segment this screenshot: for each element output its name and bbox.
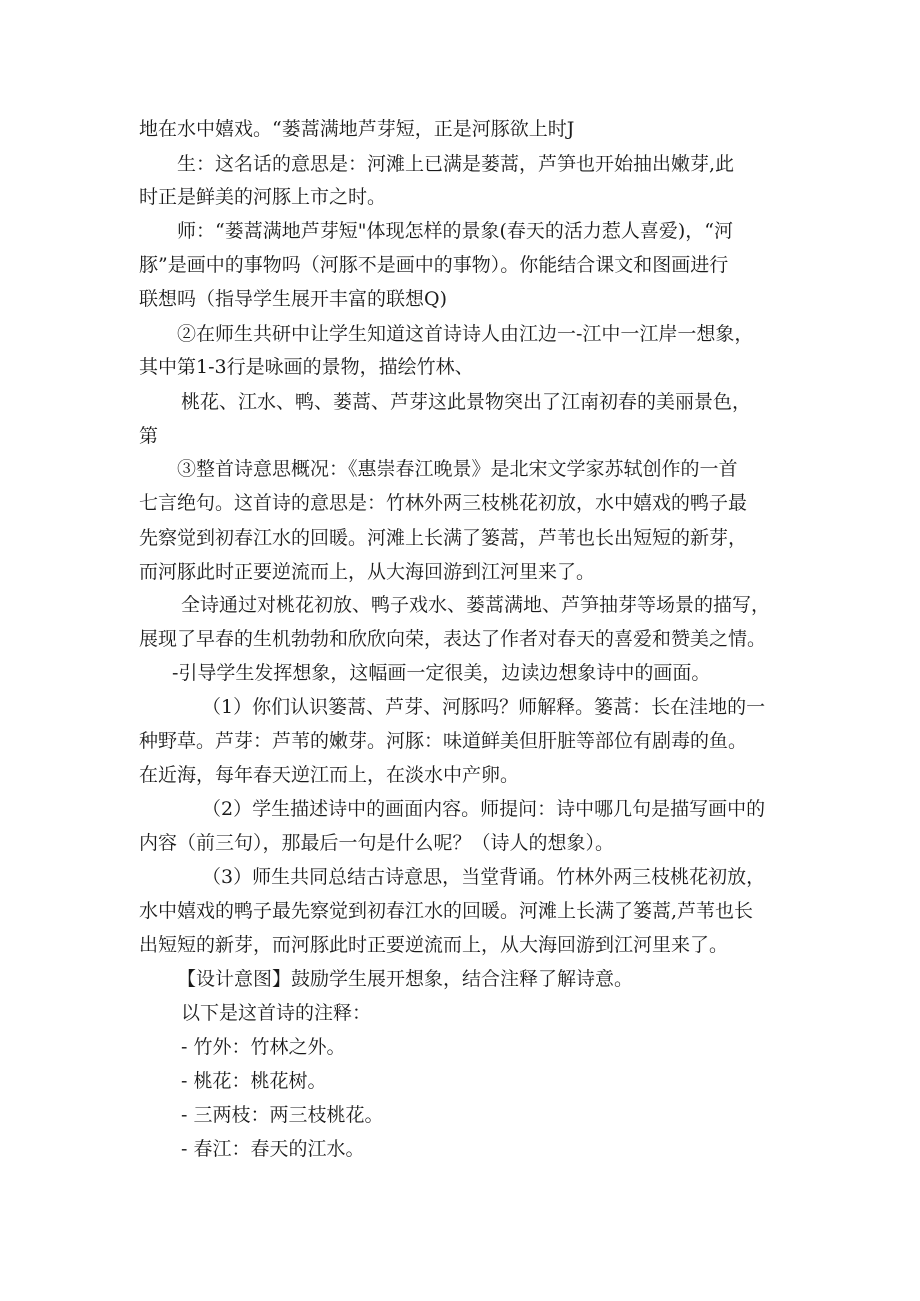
text-line: 地在水中嬉戏。“蒌蒿满地芦芽短，正是河豚欲上时J	[139, 118, 575, 140]
text-line: 在近海，每年春天逆江而上，在淡水中产卵。	[139, 764, 520, 786]
text-line: ③整首诗意思概况：《惠崇春江晚景》是北宋文学家苏轼创作的一首	[177, 458, 738, 480]
text-line: 联想吗（指导学生展开丰富的联想Q)	[139, 288, 447, 310]
text-line: 全诗通过对桃花初放、鸭子戏水、蒌蒿满地、芦笋抽芽等场景的描写，	[181, 594, 771, 616]
text-line: （2）学生描述诗中的画面内容。师提问：诗中哪几句是描写画中的	[202, 798, 766, 820]
list-item: - 春江：春天的江水。	[181, 1138, 365, 1160]
list-item: - 三两枝：两三枝桃花。	[181, 1104, 384, 1126]
text-line: 水中嬉戏的鸭子最先察觉到初春江水的回暖。河滩上长满了篓蒿,芦苇也长	[139, 900, 754, 922]
text-line: 第	[139, 425, 159, 447]
text-line: 展现了早春的生机勃勃和欣欣向荣，表达了作者对春天的喜爱和赞美之情。	[139, 628, 767, 650]
text-line: 生：这名话的意思是：河滩上已满是蒌蒿，芦笋也开始抽出嫩芽,此	[177, 153, 735, 175]
text-line: 其中第1-3行是咏画的景物，描绘竹林、	[139, 356, 474, 378]
text-line: 而河豚此时正要逆流而上，从大海回游到江河里来了。	[139, 561, 596, 583]
text-line: 种野草。芦芽：芦苇的嫩芽。河豚：味道鲜美但肝脏等部位有剧毒的鱼。	[139, 730, 748, 752]
text-line: 【设计意图】鼓励学生展开想象，结合注释了解诗意。	[177, 968, 634, 990]
text-line: 师：“蒌蒿满地芦芽短"体现怎样的景象(春天的活力惹人喜爱)，“河	[177, 220, 733, 242]
text-line: 先察觉到初春江水的回暖。河滩上长满了篓蒿，芦苇也长出短短的新芽，	[139, 527, 748, 549]
text-line: （1）你们认识篓蒿、芦芽、河豚吗？师解释。篓蒿：长在洼地的一	[202, 696, 766, 718]
text-line: 以下是这首诗的注释：	[181, 1002, 372, 1024]
text-line: 豚”是画中的事物吗（河豚不是画中的事物）。你能结合课文和图画进行	[139, 254, 729, 276]
list-item: - 竹外：竹林之外。	[181, 1036, 346, 1058]
text-line: -引导学生发挥想象，这幅画一定很美，边读边想象诗中的画面。	[172, 662, 711, 684]
list-item: - 桃花：桃花树。	[181, 1070, 327, 1092]
text-line: 内容（前三句），那最后一句是什么呢？（诗人的想象）。	[139, 832, 615, 854]
text-line: ②在师生共研中让学生知道这首诗诗人由江边一-江中一江岸一想象，	[177, 323, 754, 345]
text-line: 出短短的新芽，而河豚此时正要逆流而上，从大海回游到江河里来了。	[139, 934, 729, 956]
text-line: 桃花、江水、鸭、蒌蒿、芦芽这此景物突出了江南初春的美丽景色，	[181, 391, 752, 413]
text-line: 七言绝句。这首诗的意思是：竹林外两三枝桃花初放，水中嬉戏的鸭子最	[139, 492, 748, 514]
text-line: 时正是鲜美的河豚上市之时。	[139, 186, 387, 208]
text-line: （3）师生共同总结古诗意思，当堂背诵。竹林外两三枝桃花初放，	[202, 866, 766, 888]
